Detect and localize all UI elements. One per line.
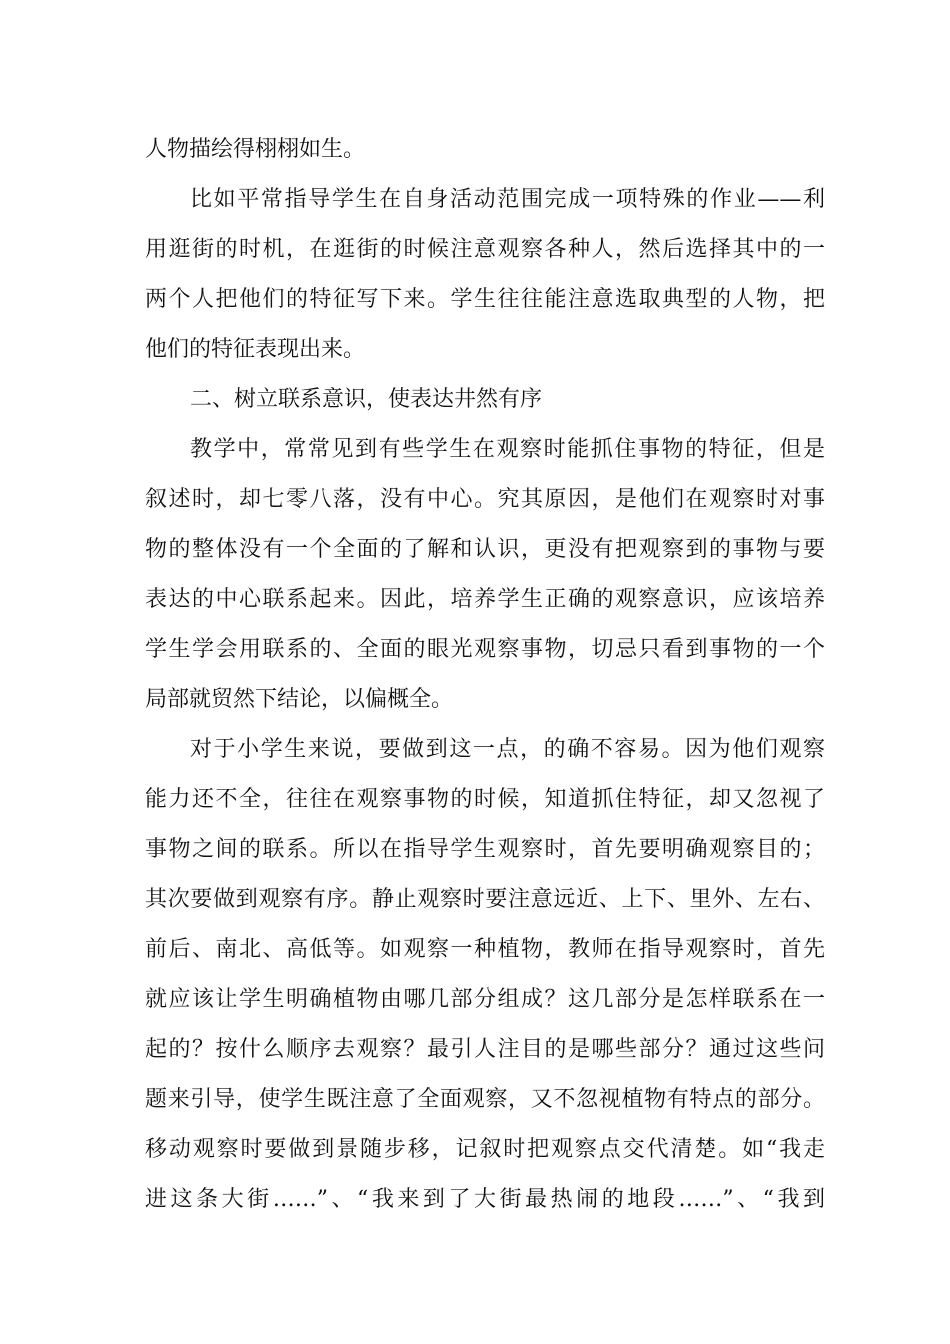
text-line: 起的？按什么顺序去观察？最引人注目的是哪些部分？通过这些问 (145, 1037, 825, 1062)
text-line: 教学中，常常见到有些学生在观察时能抓住事物的特征，但是 (190, 437, 825, 462)
text-line: 其次要做到观察有序。静止观察时要注意远近、上下、里外、左右、 (145, 887, 825, 912)
text-line: 前后、南北、高低等。如观察一种植物，教师在指导观察时，首先 (145, 937, 825, 962)
text-line: 学生学会用联系的、全面的眼光观察事物，切忌只看到事物的一个 (145, 637, 825, 662)
text-line: 叙述时，却七零八落，没有中心。究其原因，是他们在观察时对事 (145, 487, 825, 512)
text-line: 能力还不全，往往在观察事物的时候，知道抓住特征，却又忽视了 (145, 787, 825, 812)
text-line: 人物描绘得栩栩如生。 (145, 137, 366, 162)
section-heading: 二、树立联系意识，使表达井然有序 (190, 387, 543, 412)
text-line: 物的整体没有一个全面的了解和认识，更没有把观察到的事物与要 (145, 537, 825, 562)
text-line: 移动观察时要做到景随步移，记叙时把观察点交代清楚。如“我走 (145, 1137, 825, 1162)
text-line: 用逛街的时机，在逛街的时候注意观察各种人，然后选择其中的一 (145, 237, 825, 262)
text-line: 比如平常指导学生在自身活动范围完成一项特殊的作业——利 (190, 187, 825, 212)
text-line: 两个人把他们的特征写下来。学生往往能注意选取典型的人物，把 (145, 287, 825, 312)
text-line: 局部就贸然下结论，以偏概全。 (145, 687, 454, 712)
text-line: 对于小学生来说，要做到这一点，的确不容易。因为他们观察 (190, 737, 825, 762)
text-line: 事物之间的联系。所以在指导学生观察时，首先要明确观察目的； (145, 837, 825, 862)
text-line: 他们的特征表现出来。 (145, 337, 366, 362)
text-line: 进这条大街……”、“我来到了大街最热闹的地段……”、“我到 (145, 1187, 825, 1212)
text-line: 就应该让学生明确植物由哪几部分组成？这几部分是怎样联系在一 (145, 987, 825, 1012)
text-line: 表达的中心联系起来。因此，培养学生正确的观察意识，应该培养 (145, 587, 825, 612)
text-line: 题来引导，使学生既注意了全面观察，又不忽视植物有特点的部分。 (145, 1087, 825, 1112)
